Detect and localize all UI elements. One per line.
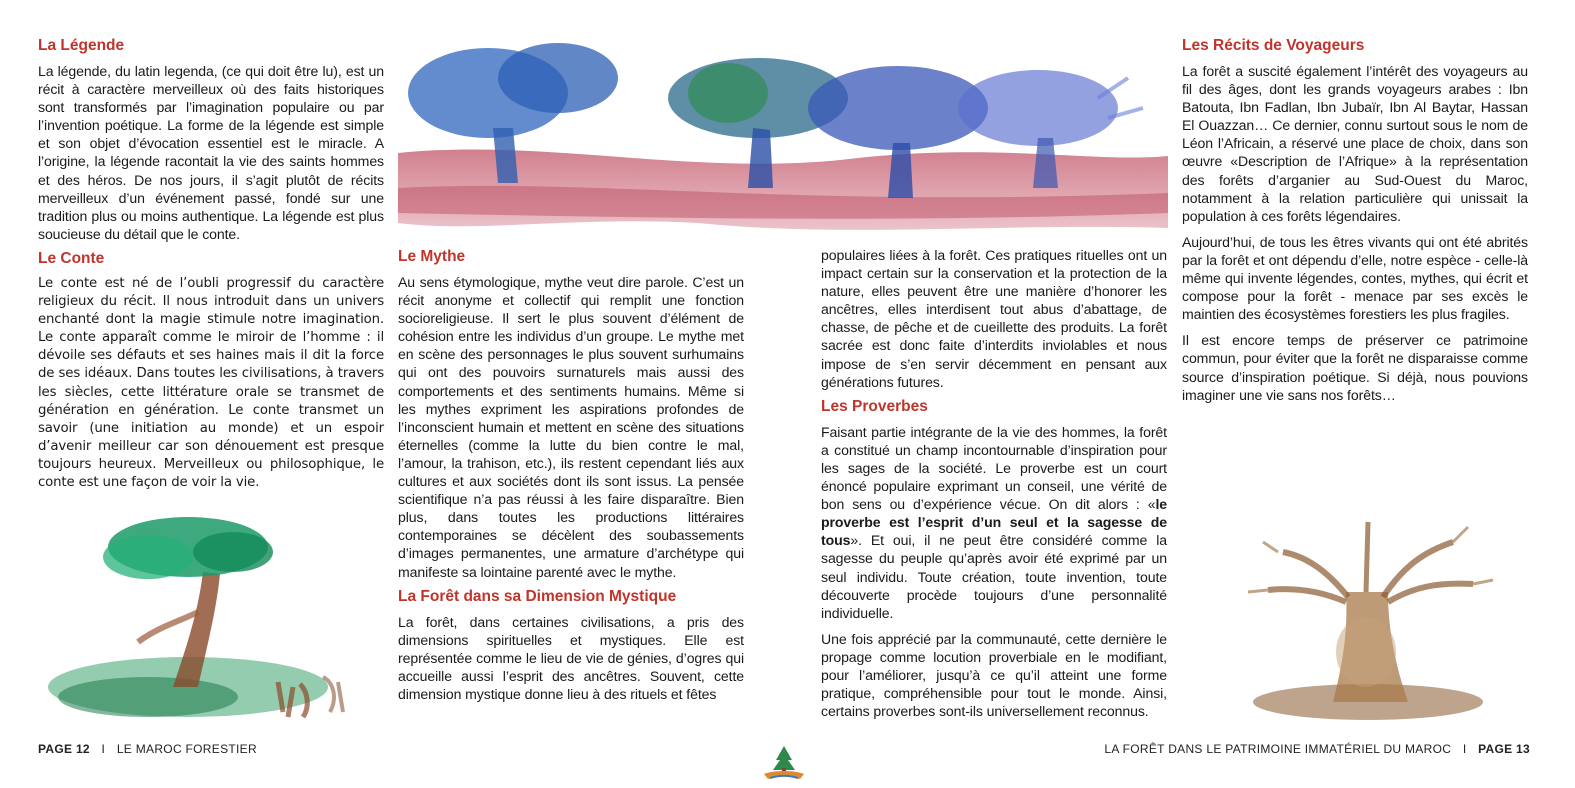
left-column [38, 36, 384, 492]
footer-left [38, 742, 257, 756]
mystique-text: La forêt, dans certaines civilisations, a pris des dimensions spirituelles et mystiques. Elle est représentée comme le lieu de vie de génies, d’ogres qui accueille aussi l’esprit des ancêtres. Souvent, cette dimension mystique donne lieu à des rituels et fêtes [398, 613, 744, 702]
recits-text-2: Aujourd’hui, de tous les êtres vivants qui ont été abrités par la forêt et ont dépendu d’elle, notre espèce - celle-là même qui invente légendes, contes, mythes, qui écrit et compose pour la forêt - menace par ses excès le maintien des écosystèmes forestiers les plus fragiles. [1182, 233, 1528, 323]
footer-right-page: PAGE 13 [1478, 742, 1530, 756]
proverbes-quote: le proverbe est l’esprit d’un seul et la sagesse de tous [821, 496, 1167, 549]
footer-left-title: LE MAROC FORESTIER [116, 742, 257, 756]
footer-left-page: PAGE 12 [38, 742, 90, 756]
tree-painting-green [38, 512, 368, 727]
proverbes-text-before: Faisant partie intégrante de la vie des hommes, la forêt a constitué un champ incontournable d’inspiration pour les sages de la société. Le proverbe est un court énoncé populaire exprimant un conseil, une vérité de bon sens ou d’expérience vécue. On dit alors : « [821, 423, 1167, 513]
footer-right-title: LA FORÊT DANS LE PATRIMOINE IMMATÉRIEL DU MAROC [1104, 742, 1452, 756]
right-middle-column [821, 246, 1167, 720]
mythe-heading: Le Mythe [398, 248, 466, 265]
conte-heading: Le Conte [38, 249, 105, 267]
proverbes-text-2: Une fois apprécié par la communauté, cette dernière le propage comme locution proverbiale en le modifiant, pour l’améliorer, jusqu’à ce qu’il atteint une forme pratique, compréhensible pour tout le monde. Ainsi, certains proverbes sont-ils universellement reconnus. [821, 630, 1167, 720]
tree-painting-brown [1238, 512, 1510, 727]
middle-column [398, 247, 744, 703]
recits-text-3: Il est encore temps de préserver ce patrimoine commun, pour éviter que la forêt ne disparaisse comme source d’inspiration poétique. Si déjà, nous pouvions imaginer une vie sans nos forêts… [1182, 332, 1528, 403]
legende-heading: La Légende [38, 37, 125, 54]
right-column [1182, 36, 1528, 404]
legende-text: La légende, du latin legenda, (ce qui doit être lu), est un récit à caractère merveilleux où des faits historiques sont transformés par l’imagination populaire ou par l’invention poétique. La forme de la légende est simple et son objet d’évocation essentiel est le miracle. A l’origine, la légende racontait la vie des saints hommes et des héros. De nos jours, il s’agit plutôt de récits merveilleux d’un événement passé, fondé sur une tradition plus ou moins authentique. La légende est plus soucieuse du détail que le conte. [38, 63, 384, 242]
watercolor-forest-banner [398, 38, 1168, 233]
forest-logo-icon [760, 744, 808, 782]
recits-text-1: La forêt a suscité également l’intérêt des voyageurs au fil des âges, dont les grands voyageurs arabes : Ibn Batouta, Ibn Fadlan, Ibn Jubaïr, Ibn Al Baytar, Hassan El Ouazzan… Ce dernier, connu surtout sous le nom de Léon l’Africain, a réservé une place de choix, dans son œuvre «Description de l’Afrique» à la représentation des forêts d’arganier au Sud-Ouest du Maroc, notamment à la relation particulière qui unissait la population à ces forêts légendaires. [1182, 63, 1528, 224]
footer-right-sep: I [1462, 742, 1467, 756]
footer-left-sep: I [101, 742, 106, 756]
footer-right [1104, 742, 1530, 756]
recits-heading: Les Récits de Voyageurs [1182, 37, 1365, 54]
mystique-heading: La Forêt dans sa Dimension Mystique [398, 587, 677, 605]
proverbes-text [821, 423, 1167, 622]
mythe-text: Au sens étymologique, mythe veut dire parole. C’est un récit anonyme et collectif qui remplit une fonction socioreligieuse. Il sert le plus souvent d’élément de cohésion entre les individus d’un groupe. Le mythe met en scène des personnages le plus souvent surhumains qui ont des pouvoirs surnaturels mais aussi des comportements et des sentiments humains. Même si les mythes expriment les aspirations profondes de l’inconscient humain et mettent en scène des situations éternelles (comme la lutte du bien contre le mal, l’amour, la trahison, etc.), ils restent cependant liés aux cultures et aux sociétés dont ils sont issus. La pensée scientifique n’a pas réussi à les faire disparaître. Bien plus, dans toutes les productions littéraires contemporaines se décèlent des soubassements d’images permanentes, une armature d’archétype qui manifeste sa lointaine parenté avec le mythe. [398, 274, 744, 580]
mystique-continuation: populaires liées à la forêt. Ces pratiques rituelles ont un impact certain sur la conservation et la protection de la nature, elles peuvent être une manière d’honorer les ancêtres, elles interdisent tout abus d’abattage, de chasse, de pêche et de cueillette des produits. La forêt sacrée est donc faite d’interdits inviolables et nous impose de s’en servir décemment en pensant aux générations futures. [821, 247, 1167, 390]
proverbes-heading: Les Proverbes [821, 397, 928, 415]
conte-text: Le conte est né de l’oubli progressif du caractère religieux du récit. Il nous introduit dans un univers enchanté dont la magie stimule notre imagination. Le conte apparaît comme le miroir de l’homme : il dévoile ses défauts et ses haines mais il dit la force de ses idéaux. Dans toutes les civilisations, à travers les siècles, cette littérature orale se transmet de génération en génération. Le conte transmet un savoir (une initiation au monde) et un espoir d’avenir meilleur car son dénouement est presque toujours heureux. Merveilleux ou philosophique, le conte est une façon de voir la vie. [38, 275, 384, 490]
proverbes-text-after: ». Et oui, il ne peut être considéré comme la sagesse du peuple qu’après avoir été exprimé par un seul individu. Toute création, toute invention, toute découverte procède toujours d’une personnalité individuelle. [821, 532, 1167, 621]
